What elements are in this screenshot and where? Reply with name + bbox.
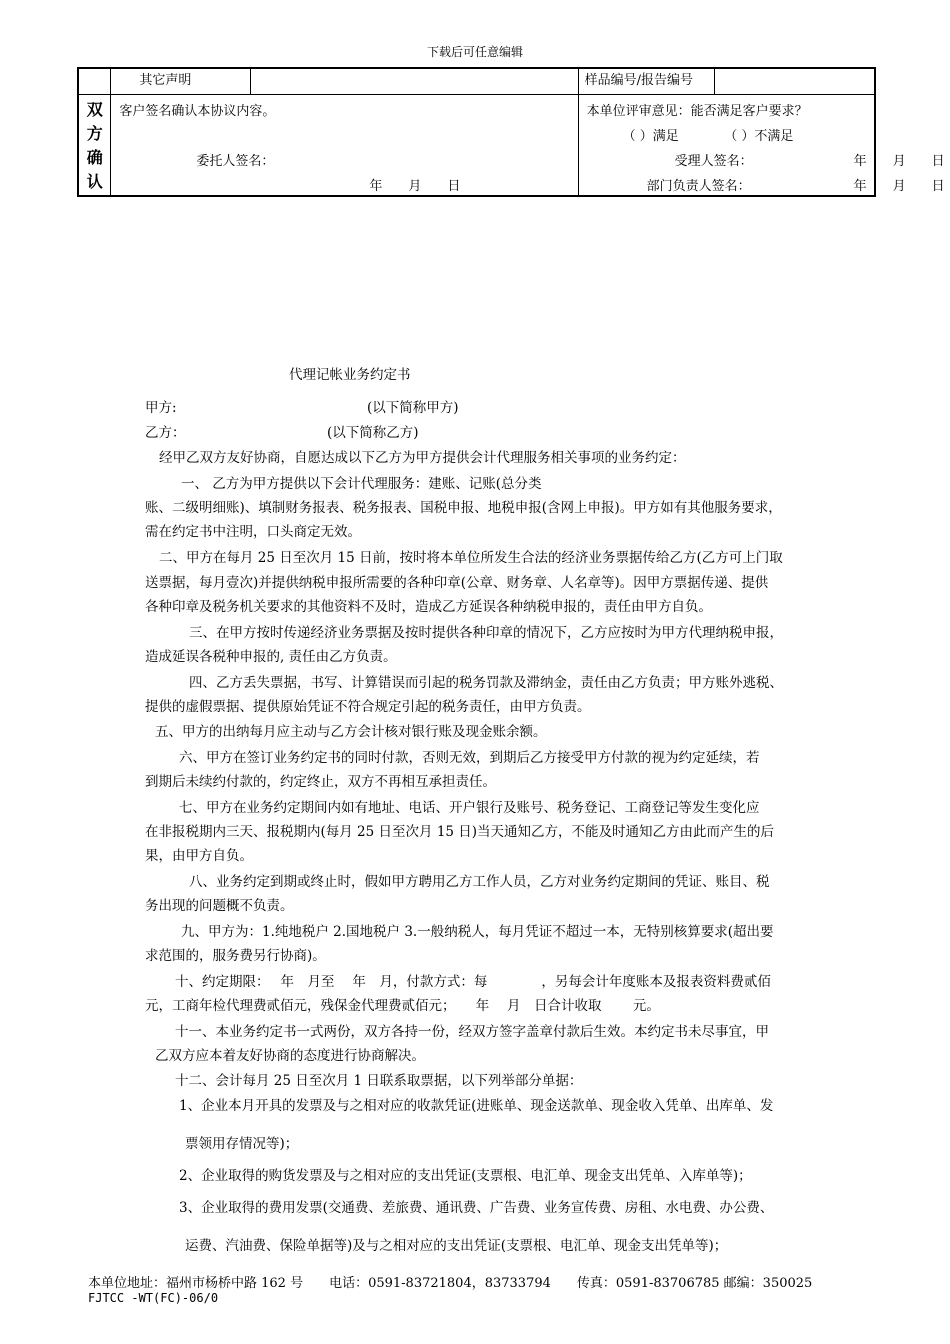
receiver-sign-date: 年 月 日 <box>853 153 945 169</box>
clause-line: 到期后未续约付款的，约定终止，双方不再相互承担责任。 <box>145 774 496 790</box>
clause-line: 运费、汽油费、保险单据等)及与之相对应的支出凭证(支票根、电汇单、现金支出凭单等)； <box>185 1238 728 1254</box>
clause-line: 一、 乙方为甲方提供以下会计代理服务：建账、记账(总分类 <box>181 476 542 492</box>
clause-line: 九、甲方为：1.纯地税户 2.国地税户 3.一般纳税人，每月凭证不超过一本，无特别核算要求(超出要 <box>181 924 774 940</box>
mutual-confirm-label: 双 方 确 认 <box>78 94 111 196</box>
clause-line: 3、企业取得的费用发票(交通费、差旅费、通讯费、广告费、业务宣传费、房租、水电费、办公费、 <box>179 1200 774 1216</box>
clause-line: 造成延误各税种申报的, 责任由乙方负责。 <box>145 649 397 665</box>
page-header: 下载后可任意编辑 <box>426 45 523 59</box>
party-b-note: (以下简称乙方) <box>327 425 419 441</box>
customer-confirm-cell <box>111 94 578 196</box>
review-cell <box>578 94 945 196</box>
party-a-label: 甲方: <box>145 400 177 416</box>
customer-confirm-text: 客户签名确认本协议内容。 <box>119 103 276 119</box>
clause-line: 乙双方应本着友好协商的态度进行协商解决。 <box>155 1048 425 1064</box>
clause-line: 二、甲方在每月 25 日至次月 15 日前，按时将本单位所发生合法的经济业务票据传给乙方(乙方可上门取 <box>159 550 783 566</box>
clause-line: 十、约定期限： 年 月至 年 月，付款方式：每 ，另每会计年度账本及报表资料费贰佰 <box>175 974 771 990</box>
clause-line: 七、甲方在业务约定期间内如有地址、电话、开户银行及账号、税务登记、工商登记等发生变化应 <box>179 800 760 816</box>
clause-line: 四、乙方丢失票据，书写、计算错误而引起的税务罚款及滞纳金，责任由乙方负责；甲方账外逃税、 <box>189 675 783 691</box>
confirmation-table <box>77 67 945 197</box>
blank-cell <box>78 68 111 94</box>
clause-line: 十一、本业务约定书一式两份，双方各持一份，经双方签字盖章付款后生效。本约定书未尽事宜，甲 <box>175 1024 769 1040</box>
satisfy-options[interactable]: （ ）满足 （ ）不满足 <box>622 128 794 144</box>
clause-line: 五、甲方的出纳每月应主动与乙方会计核对银行账及现金账余额。 <box>155 724 547 740</box>
clause-line: 十二、会计每月 25 日至次月 1 日联系取票据，以下列举部分单据： <box>175 1073 583 1089</box>
sample-no-label: 样品编号/报告编号 <box>578 68 715 94</box>
client-sign-label: 委托人签名： <box>196 153 275 169</box>
receiver-sign-label: 受理人签名： <box>674 153 753 169</box>
clause-line: 务出现的问题概不负责。 <box>145 898 294 914</box>
clause-line: 账、二级明细账)、填制财务报表、税务报表、国税申报、地税申报(含网上申报)。甲方如有其他服务要求， <box>145 500 782 516</box>
clause-line: 八、业务约定到期或终止时，假如甲方聘用乙方工作人员，乙方对业务约定期间的凭证、账目、税 <box>189 874 770 890</box>
clause-line: 1、企业本月开具的发票及与之相对应的收款凭证(进账单、现金送款单、现金收入凭单、出库单、发 <box>179 1098 774 1114</box>
clause-line: 2、企业取得的购货发票及与之相对应的支出凭证(支票根、电汇单、现金支出凭单、入库单等)； <box>179 1168 752 1184</box>
clause-line: 各种印章及税务机关要求的其他资料不及时，造成乙方延误各种纳税申报的，责任由甲方自负。 <box>145 599 712 615</box>
clause-line: 在非报税期内三天、报税期内(每月 25 日至次月 15 日)当天通知乙方，不能及时通知乙方由此而产生的后 <box>145 824 775 840</box>
footer-address: 本单位地址：福州市杨桥中路 162 号 电话：0591-83721804，83733794 传真：0591-83706785 邮编：350025 <box>88 1276 813 1291</box>
party-a-note: (以下简称甲方) <box>367 400 459 416</box>
dept-head-sign-date: 年 月 日 <box>853 178 945 194</box>
clause-line: 六、甲方在签订业务约定书的同时付款，否则无效，到期后乙方接受甲方付款的视为约定延续，若 <box>179 750 760 766</box>
sample-no-field[interactable] <box>715 68 875 94</box>
clause-line: 票领用存情况等)； <box>185 1136 299 1152</box>
review-opinion-text: 本单位评审意见：能否满足客户要求？ <box>586 103 808 119</box>
clause-line: 元，工商年检代理费贰佰元，残保金代理费贰佰元； 年 月 日合计收取 元。 <box>145 998 660 1014</box>
footer-code: FJTCC -WT(FC)-06/0 <box>88 1291 219 1305</box>
clause-line: 需在约定书中注明，口头商定无效。 <box>145 524 361 540</box>
client-sign-date: 年 月 日 <box>369 178 461 194</box>
clause-line: 果，由甲方自负。 <box>145 848 253 864</box>
clause-line: 送票据，每月壹次)并提供纳税申报所需要的各种印章(公章、财务章、人名章等)。因甲方票据传递、提供 <box>145 575 769 591</box>
clause-line: 三、在甲方按时传递经济业务票据及按时提供各种印章的情况下，乙方应按时为甲方代理纳税申报， <box>189 625 783 641</box>
dept-head-sign-label: 部门负责人签名： <box>646 178 751 194</box>
other-statement-field[interactable] <box>250 68 578 94</box>
other-statement-label: 其它声明 <box>111 68 250 94</box>
clause-line: 提供的虚假票据、提供原始凭证不符合规定引起的税务责任，由甲方负责。 <box>145 699 591 715</box>
intro-paragraph: 经甲乙双方友好协商，自愿达成以下乙方为甲方提供会计代理服务相关事项的业务约定： <box>159 450 686 466</box>
doc-title: 代理记帐业务约定书 <box>289 367 411 383</box>
clause-line: 求范围的，服务费另行协商)。 <box>145 948 326 964</box>
party-b-label: 乙方： <box>145 425 186 441</box>
